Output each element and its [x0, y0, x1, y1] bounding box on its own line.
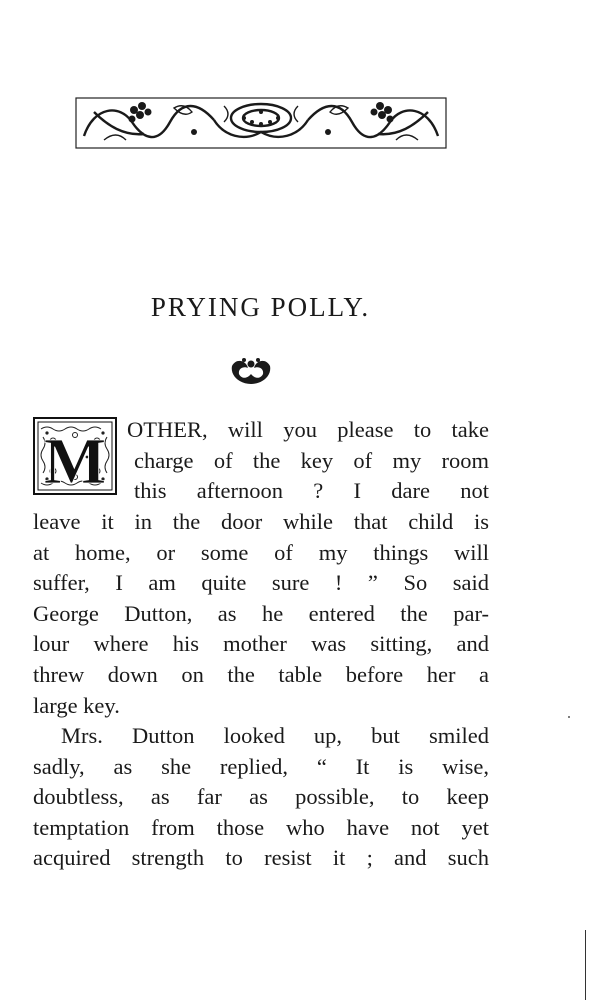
text-line: at home, or some of my things will — [33, 539, 489, 565]
ornamental-headpiece — [74, 92, 448, 154]
paragraph-2 — [33, 721, 489, 874]
text-run: will you please to take — [207, 417, 489, 442]
text-line: this afternoon ? I dare not — [134, 478, 489, 504]
text-line: lour where his mother was sitting, and — [33, 631, 489, 657]
text-line: threw down on the table before her a — [33, 661, 489, 687]
text-line: leave it in the door while that child is — [33, 509, 489, 534]
dropcap-initial-m — [33, 417, 117, 495]
text-line: suffer, I am quite sure ! ” So said — [33, 570, 489, 596]
text-line: large key. — [33, 692, 120, 718]
text-line: Mrs. Dutton looked up, but smiled — [61, 723, 489, 748]
text-line — [127, 415, 489, 446]
text-line: charge of the key of my room — [134, 447, 489, 473]
chapter-title: PRYING POLLY. — [150, 292, 371, 322]
page-edge-line — [585, 930, 586, 1000]
text-line: George Dutton, as he entered the par- — [33, 600, 489, 626]
text-line: doubtless, as far as possible, to keep — [33, 784, 489, 810]
scan-speck — [568, 716, 570, 718]
dropcap-letter: M — [43, 425, 107, 495]
text-line: acquired strength to resist it ; and such — [33, 845, 489, 871]
text-line: temptation from those who have not yet — [33, 814, 489, 840]
text-line: sadly, as she replied, “ It is wise, — [33, 753, 489, 779]
paragraph-1-body — [33, 507, 489, 721]
small-caps-word: OTHER, — [127, 417, 208, 442]
paragraph-1-indented — [127, 415, 489, 507]
fleuron-ornament — [226, 354, 276, 388]
